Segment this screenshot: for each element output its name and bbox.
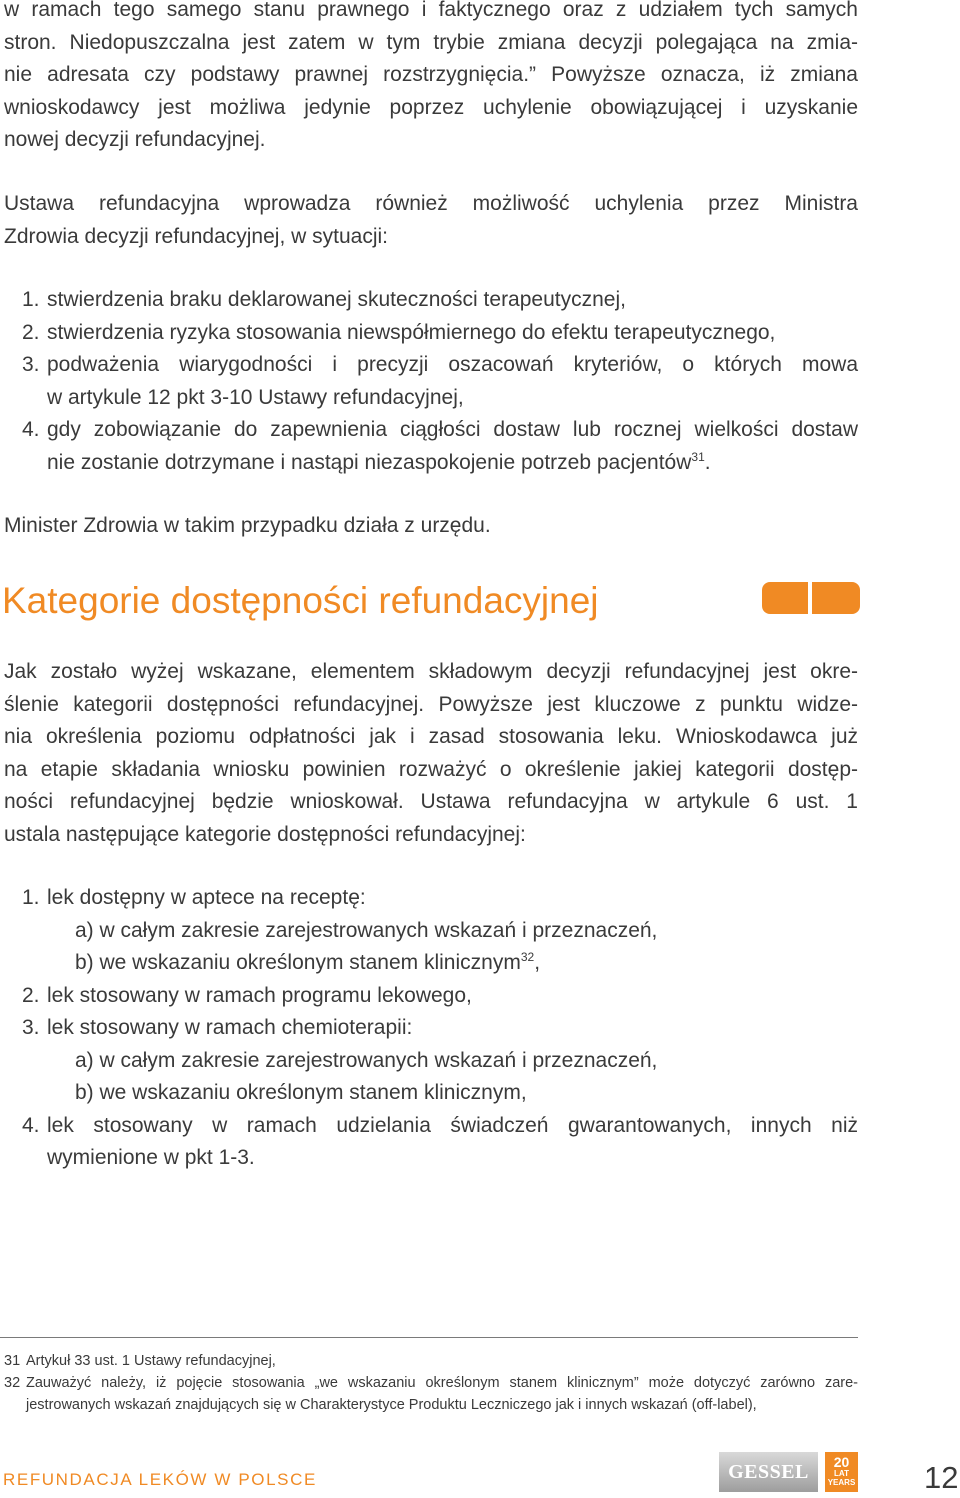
list-item-text: lek dostępny w aptece na receptę:	[47, 886, 366, 909]
text-line: ślenie kategorii dostępności refundacyjnej. Powyższe jest kluczowe z punktu widze-	[4, 692, 858, 716]
list-number: 1.	[22, 288, 40, 311]
badge-number: 20	[833, 1454, 850, 1470]
anniversary-badge	[825, 1452, 858, 1492]
text-line: ności refundacyjnej będzie wnioskował. Ustawa refundacyjna w artykule 6 ust. 1	[4, 790, 858, 813]
footnote-text: Artykuł 33 ust. 1 Ustawy refundacyjnej,	[26, 1353, 276, 1369]
list-item-text: wymienione w pkt 1-3.	[47, 1146, 255, 1169]
list-item-text: stwierdzenia ryzyka stosowania niewspółmiernego do efektu terapeutycznego,	[47, 321, 776, 344]
sub-list-item: a) w całym zakresie zarejestrowanych wskazań i przeznaczeń,	[75, 918, 658, 942]
gessel-logo	[719, 1452, 818, 1492]
footnote-text: jestrowanych wskazań znajdujących się w Charakterystyce Produktu Leczniczego jak i innych wskazań (off-label),	[26, 1397, 757, 1413]
text-fragment: .	[704, 450, 711, 474]
page-number: 12	[924, 1460, 959, 1495]
section-heading: Kategorie dostępności refundacyjnej	[2, 580, 599, 621]
list-number: 4.	[22, 1113, 40, 1137]
footnote-ref: 31	[691, 449, 705, 464]
sub-list-item	[75, 947, 540, 980]
badge-line: LAT	[834, 1469, 849, 1478]
tab-right-shape	[812, 582, 860, 614]
list-number: 3.	[22, 1016, 40, 1039]
list-item-text: gdy zobowiązanie do zapewnienia ciągłości dostaw lub rocznej wielkości dostaw	[47, 418, 858, 441]
text-line: ustala następujące kategorie dostępności refundacyjnej:	[4, 822, 526, 846]
sub-list-item: a) w całym zakresie zarejestrowanych wskazań i przeznaczeń,	[75, 1048, 658, 1072]
sub-list-item: b) we wskazaniu określonym stanem klinicznym,	[75, 1081, 527, 1104]
two-tone-tab-icon	[762, 582, 860, 614]
list-number: 1.	[22, 886, 40, 909]
list-item-text: lek stosowany w ramach chemioterapii:	[47, 1016, 413, 1039]
tab-left-shape	[762, 582, 808, 614]
text-line: w ramach tego samego stanu prawnego i faktycznego oraz z udziałem tych samych	[4, 0, 858, 21]
footnote-divider	[0, 1337, 858, 1338]
list-item-text: w artykule 12 pkt 3-10 Ustawy refundacyjnej,	[47, 385, 464, 409]
logo-text: GESSEL	[728, 1460, 809, 1483]
list-number: 3.	[22, 353, 40, 376]
text-line: na etapie składania wniosku powinien rozważyć o określenie jakiej kategorii dostęp-	[4, 757, 858, 781]
text-fragment: nie zostanie dotrzymane i nastąpi niezaspokojenie potrzeb pacjentów	[47, 450, 692, 474]
text-line: Zdrowia decyzji refundacyjnej, w sytuacji:	[4, 224, 388, 248]
text-line: nia określenia poziomu odpłatności jak i zasad stosowania leku. Wnioskodawca już	[4, 725, 858, 748]
list-number: 2.	[22, 983, 40, 1007]
ex-officio-paragraph: Minister Zdrowia w takim przypadku działa z urzędu.	[4, 514, 491, 537]
text-line: nie adresata czy podstawy prawnej rozstrzygnięcia.” Powyższe oznacza, iż zmiana	[4, 63, 858, 86]
footnote-number: 31	[4, 1353, 21, 1369]
badge-line: YEARS	[827, 1478, 856, 1487]
list-item-text: stwierdzenia braku deklarowanej skuteczności terapeutycznej,	[47, 288, 626, 311]
footnote-ref: 32	[520, 950, 535, 964]
list-item-text: lek stosowany w ramach udzielania świadczeń gwarantowanych, innych niż	[47, 1113, 858, 1137]
text-line: Ustawa refundacyjna wprowadza również możliwość uchylenia przez Ministra	[4, 192, 858, 215]
list-item-text: podważenia wiarygodności i precyzji oszacowań kryteriów, o których mowa	[47, 353, 858, 376]
list-item-text: lek stosowany w ramach programu lekowego,	[47, 983, 472, 1007]
text-line: Jak zostało wyżej wskazane, elementem składowym decyzji refundacyjnej jest okre-	[4, 660, 858, 683]
footer-title: REFUNDACJA LEKÓW W POLSCE	[3, 1470, 317, 1489]
footnote-number: 32	[4, 1375, 21, 1391]
list-item-text	[47, 447, 711, 480]
text-fragment: ,	[534, 951, 541, 974]
text-line: stron. Niedopuszczalna jest zatem w tym trybie zmiana decyzji polegająca na zmia-	[4, 30, 858, 54]
text-line: wnioskodawcy jest możliwa jedynie poprzez uchylenie obowiązującej i uzyskanie	[4, 95, 858, 119]
text-fragment: b) we wskazaniu określonym stanem klinicznym	[75, 951, 521, 974]
list-number: 4.	[22, 418, 40, 441]
footnote-text: Zauważyć należy, iż pojęcie stosowania „we wskazaniu określonym stanem klinicznym” może dotyczyć zarówno zare-	[26, 1375, 858, 1391]
list-number: 2.	[22, 321, 40, 344]
text-line: nowej decyzji refundacyjnej.	[4, 128, 266, 151]
